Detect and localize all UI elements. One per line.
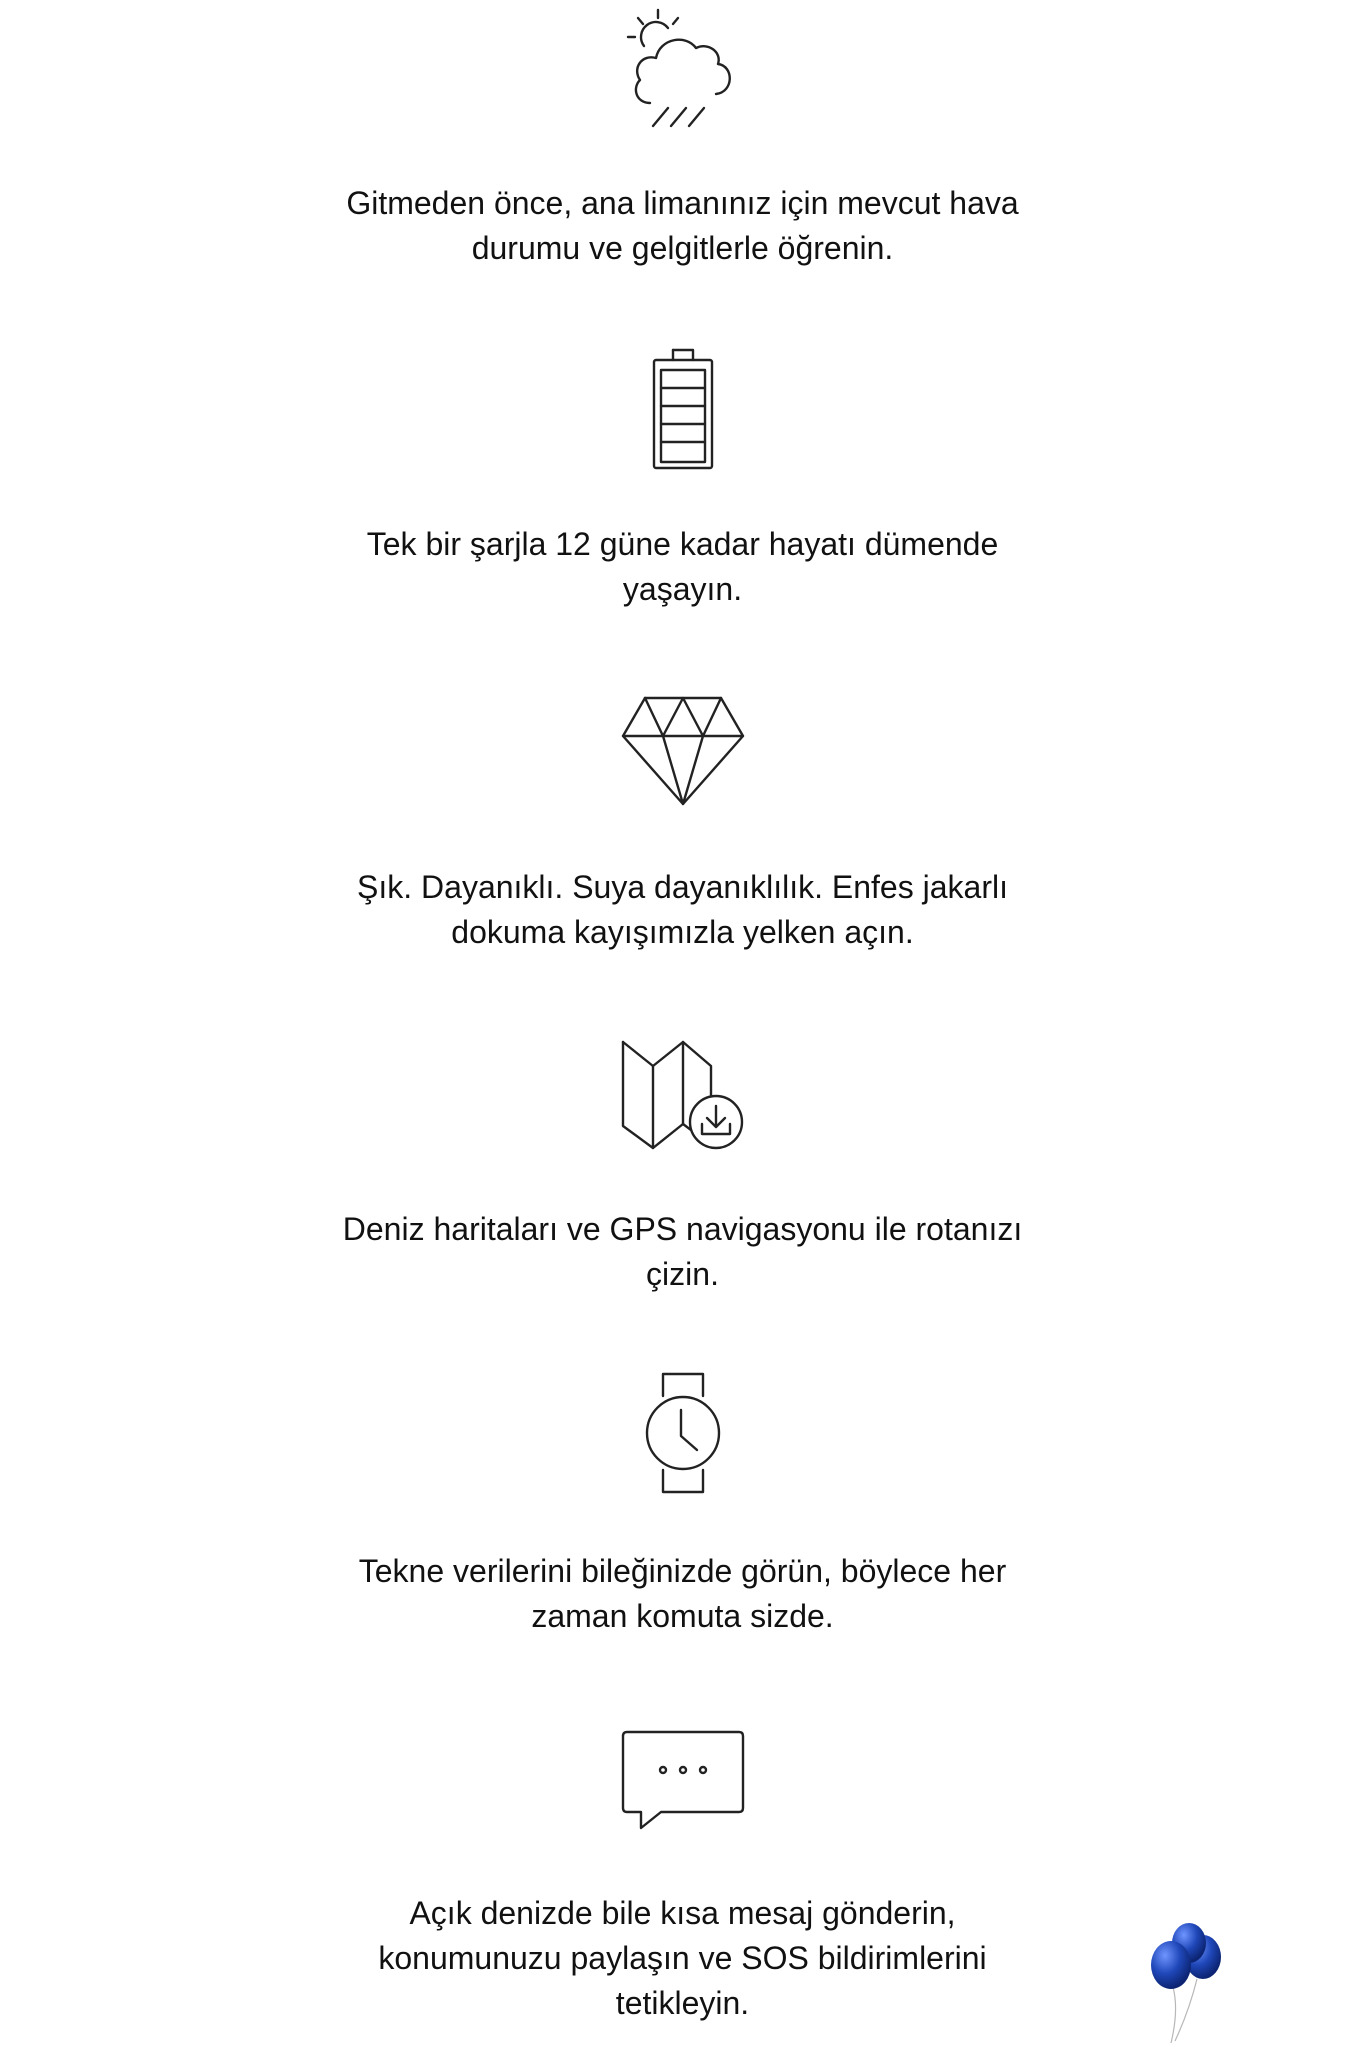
feature-description: Şık. Dayanıklı. Suya dayanıklılık. Enfes jakarlı dokuma kayışımızla yelken açın. xyxy=(357,869,1008,950)
map-download-icon xyxy=(621,1040,745,1148)
diamond-icon xyxy=(621,696,745,806)
feature-description: Gitmeden önce, ana limanınız için mevcut hava durumu ve gelgitlerle öğrenin. xyxy=(346,185,1019,266)
chat-bubble-icon xyxy=(621,1730,745,1830)
balloons-icon xyxy=(1145,1915,1235,2045)
battery-icon xyxy=(651,348,715,470)
weather-rain-icon xyxy=(618,8,748,133)
feature-description: Açık denizde bile kısa mesaj gönderin, konumunuzu paylaşın ve SOS bildirimlerini tetikleyin. xyxy=(378,1895,987,2021)
watch-icon xyxy=(645,1372,721,1494)
feature-description: Deniz haritaları ve GPS navigasyonu ile rotanızı çizin. xyxy=(342,1211,1023,1292)
feature-description: Tekne verilerini bileğinizde görün, böylece her zaman komuta sizde. xyxy=(358,1553,1007,1634)
feature-description: Tek bir şarjla 12 güne kadar hayatı dümende yaşayın. xyxy=(366,526,999,607)
